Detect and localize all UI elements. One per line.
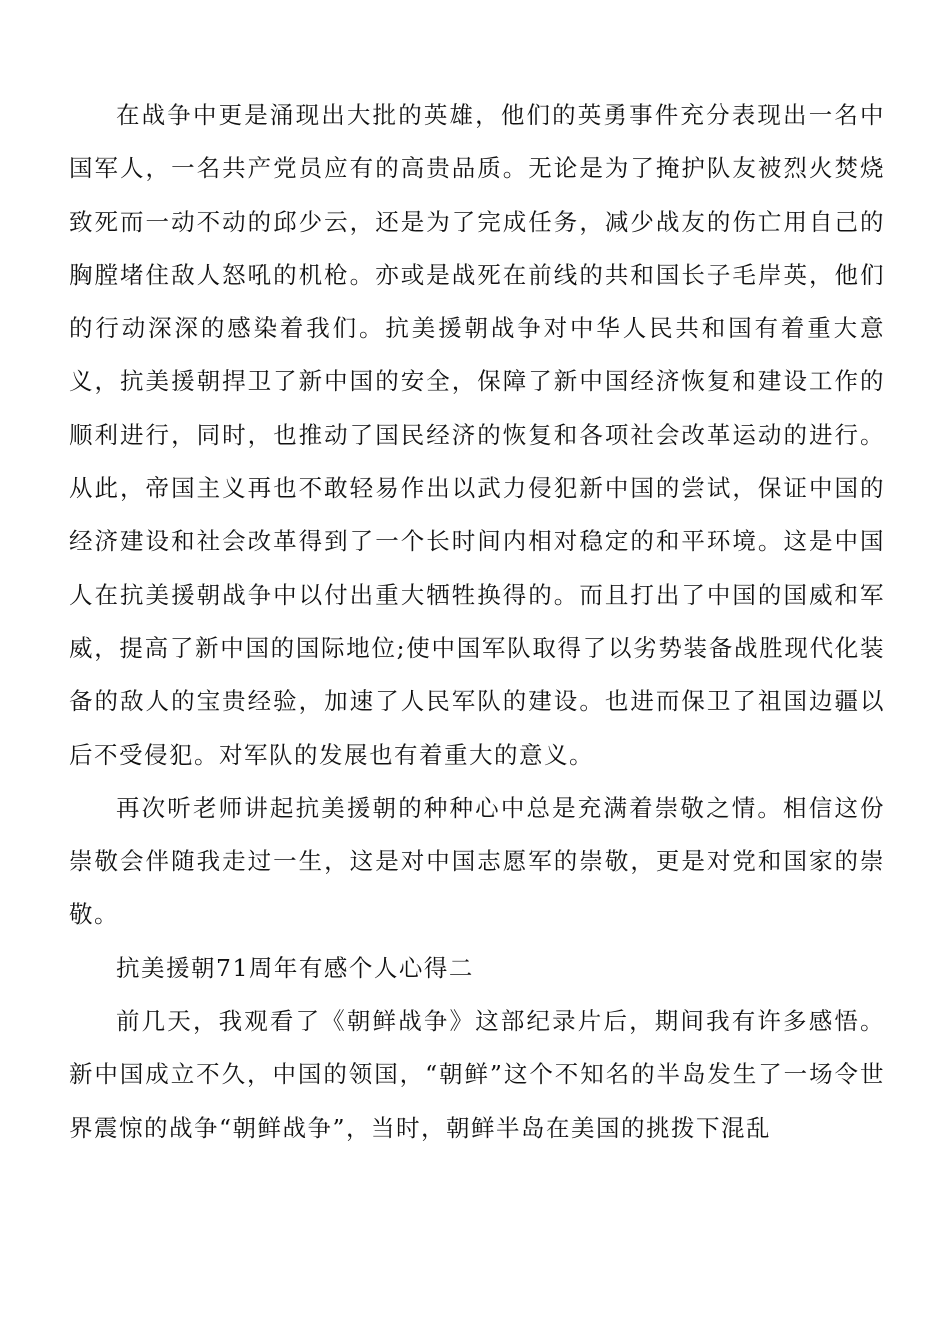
body-paragraph: 再次听老师讲起抗美援朝的种种心中总是充满着崇敬之情。相信这份崇敬会伴随我走过一生，这是对中国志愿军的崇敬，更是对党和国家的崇敬。 [69, 793, 885, 929]
body-paragraph: 在战争中更是涌现出大批的英雄，他们的英勇事件充分表现出一名中国军人，一名共产党员应有的高贵品质。无论是为了掩护队友被烈火焚烧致死而一动不动的邱少云，还是为了完成任务，减少战友的伤亡用自己的胸膛堵住敌人怒吼的机枪。亦或是战死在前线的共和国长子毛岸英，他们的行动深深的感染着我们。抗美援朝战争对中华人民共和国有着重大意义，抗美援朝捍卫了新中国的安全，保障了新中国经济恢复和建设工作的顺利进行，同时，也推动了国民经济的恢复和各项社会改革运动的进行。从此，帝国主义再也不敢轻易作出以武力侵犯新中国的尝试，保证中国的经济建设和社会改革得到了一个长时间内相对稳定的和平环境。这是中国人在抗美援朝战争中以付出重大牺牲换得的。而且打出了中国的国威和军威，提高了新中国的国际地位;使中国军队取得了以劣势装备战胜现代化装备的敌人的宝贵经验，加速了人民军队的建设。也进而保卫了祖国边疆以后不受侵犯。对军队的发展也有着重大的意义。 [69, 101, 885, 769]
body-paragraph: 前几天，我观看了《朝鲜战争》这部纪录片后，期间我有许多感悟。新中国成立不久，中国的领国，“朝鲜”这个不知名的半岛发生了一场令世界震惊的战争“朝鲜战争”，当时，朝鲜半岛在美国的挑拨下混乱 [69, 1007, 885, 1142]
section-heading: 抗美援朝71周年有感个人心得二 [116, 953, 474, 982]
document-page [69, 89, 885, 1155]
